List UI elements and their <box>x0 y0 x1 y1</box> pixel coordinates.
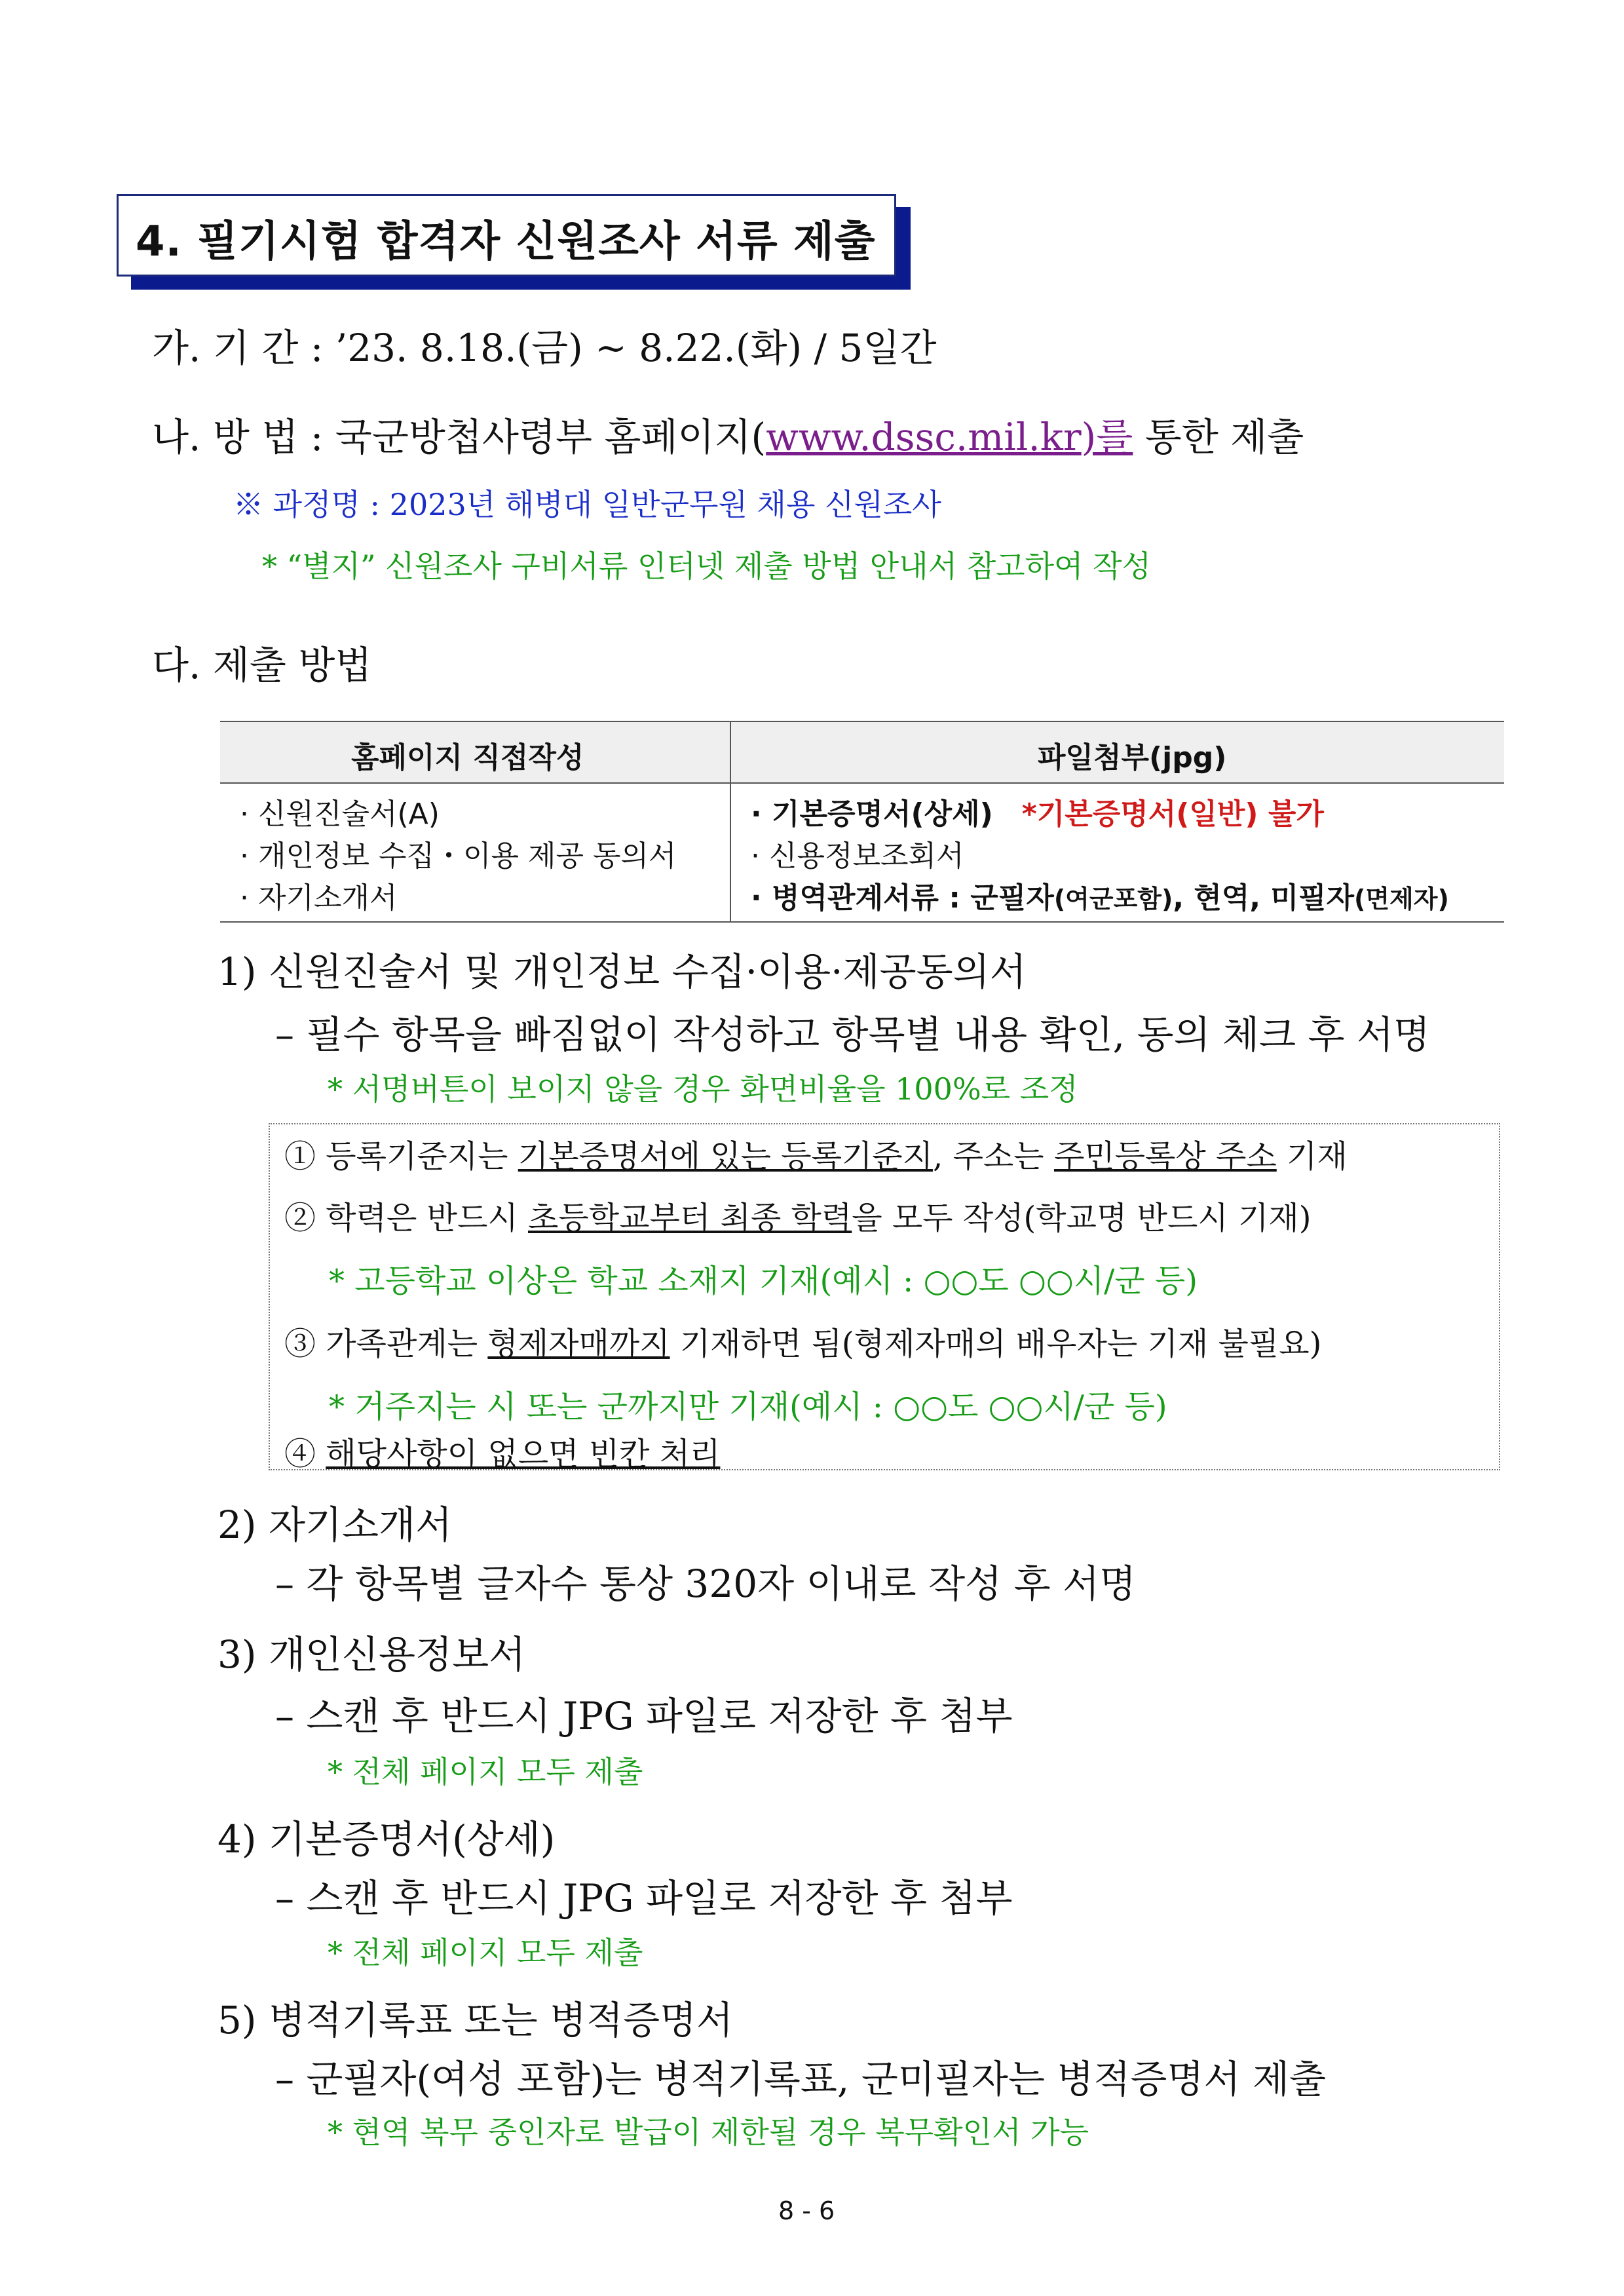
period-label: 가. 기 간 : <box>152 326 335 370</box>
table-cell-right-2: · 신용정보조회서 <box>751 839 964 873</box>
item1-desc: – 필수 항목을 빠짐없이 작성하고 항목별 내용 확인, 동의 체크 후 서명 <box>275 1012 1430 1057</box>
item4-desc: – 스캔 후 반드시 JPG 파일로 저장한 후 첨부 <box>275 1876 1013 1921</box>
course-name-note: ※ 과정명 : 2023년 해병대 일반군무원 채용 신원조사 <box>233 487 941 522</box>
submission-heading: 다. 제출 방법 <box>152 643 372 687</box>
period-value: ’23. 8.18.(금) ~ 8.22.(화) / 5일간 <box>335 326 937 370</box>
basic-certificate-label: · 기본증명서(상세) <box>751 797 993 831</box>
item5-note: * 현역 복무 중인자로 발급이 제한될 경우 복무확인서 가능 <box>328 2114 1089 2150</box>
guide-line-6: ④ 해당사항이 없으면 빈칸 처리 <box>284 1436 721 1472</box>
writing-guide-box <box>269 1123 1500 1470</box>
guide-line-4: ③ 가족관계는 형제자매까지 기재하면 됨(형제자매의 배우자는 기재 불필요) <box>284 1326 1322 1362</box>
guide-line-3: * 고등학교 이상은 학교 소재지 기재(예시 : ○○도 ○○시/군 등) <box>329 1263 1198 1299</box>
submission-method-table <box>220 721 1504 923</box>
item5-desc: – 군필자(여성 포함)는 병적기록표, 군미필자는 병적증명서 제출 <box>275 2057 1327 2101</box>
method-line <box>152 406 1304 461</box>
section-title-box <box>117 194 896 277</box>
appendix-note: * “별지” 신원조사 구비서류 인터넷 제출 방법 안내서 참고하여 작성 <box>262 548 1151 584</box>
item5-heading: 5) 병적기록표 또는 병적증명서 <box>217 1998 734 2042</box>
guide-line-1: ① 등록기준지는 기본증명서에 있는 등록기준지, 주소는 주민등록상 주소 기재 <box>284 1138 1348 1175</box>
table-cell-right-3: · 병역관계서류 : 군필자(여군포함), 현역, 미필자(면제자) <box>751 881 1449 915</box>
item3-desc: – 스캔 후 반드시 JPG 파일로 저장한 후 첨부 <box>275 1694 1013 1738</box>
method-tail: 통한 제출 <box>1133 415 1304 459</box>
item2-desc: – 각 항목별 글자수 통상 320자 이내로 작성 후 서명 <box>275 1561 1137 1606</box>
guide-line-2: ② 학력은 반드시 초등학교부터 최종 학력을 모두 작성(학교명 반드시 기재) <box>284 1200 1312 1236</box>
table-cell-left-2: · 개인정보 수집・이용 제공 동의서 <box>240 839 677 873</box>
item1-heading: 1) 신원진술서 및 개인정보 수집·이용·제공동의서 <box>217 949 1027 994</box>
table-header-row <box>220 722 1504 784</box>
table-cell-left-1: · 신원진술서(A) <box>240 797 440 831</box>
homepage-link[interactable]: www.dssc.mil.kr)를 <box>766 415 1133 459</box>
table-cell-left-3: · 자기소개서 <box>240 881 398 915</box>
method-label: 나. 방 법 : 국군방첩사령부 홈페이지( <box>152 415 766 459</box>
item1-note: * 서명버튼이 보이지 않을 경우 화면비율을 100%로 조정 <box>328 1071 1078 1107</box>
item4-heading: 4) 기본증명서(상세) <box>217 1817 556 1862</box>
page-number: 8 - 6 <box>778 2196 835 2225</box>
item3-note: * 전체 페이지 모두 제출 <box>328 1754 643 1789</box>
item3-heading: 3) 개인신용정보서 <box>217 1632 526 1677</box>
item2-heading: 2) 자기소개서 <box>217 1502 453 1547</box>
table-column-divider <box>730 722 731 921</box>
period-line <box>152 317 937 372</box>
table-header-direct: 홈페이지 직접작성 <box>351 741 584 775</box>
table-cell-right-1 <box>751 790 1324 832</box>
basic-certificate-warning: *기본증명서(일반) 불가 <box>1021 797 1324 831</box>
guide-line-5: * 거주지는 시 또는 군까지만 기재(예시 : ○○도 ○○시/군 등) <box>329 1388 1167 1425</box>
table-header-attach: 파일첨부(jpg) <box>1038 741 1227 775</box>
item4-note: * 전체 페이지 모두 제출 <box>328 1935 643 1970</box>
section-title: 4. 필기시험 합격자 신원조사 서류 제출 <box>136 218 876 266</box>
